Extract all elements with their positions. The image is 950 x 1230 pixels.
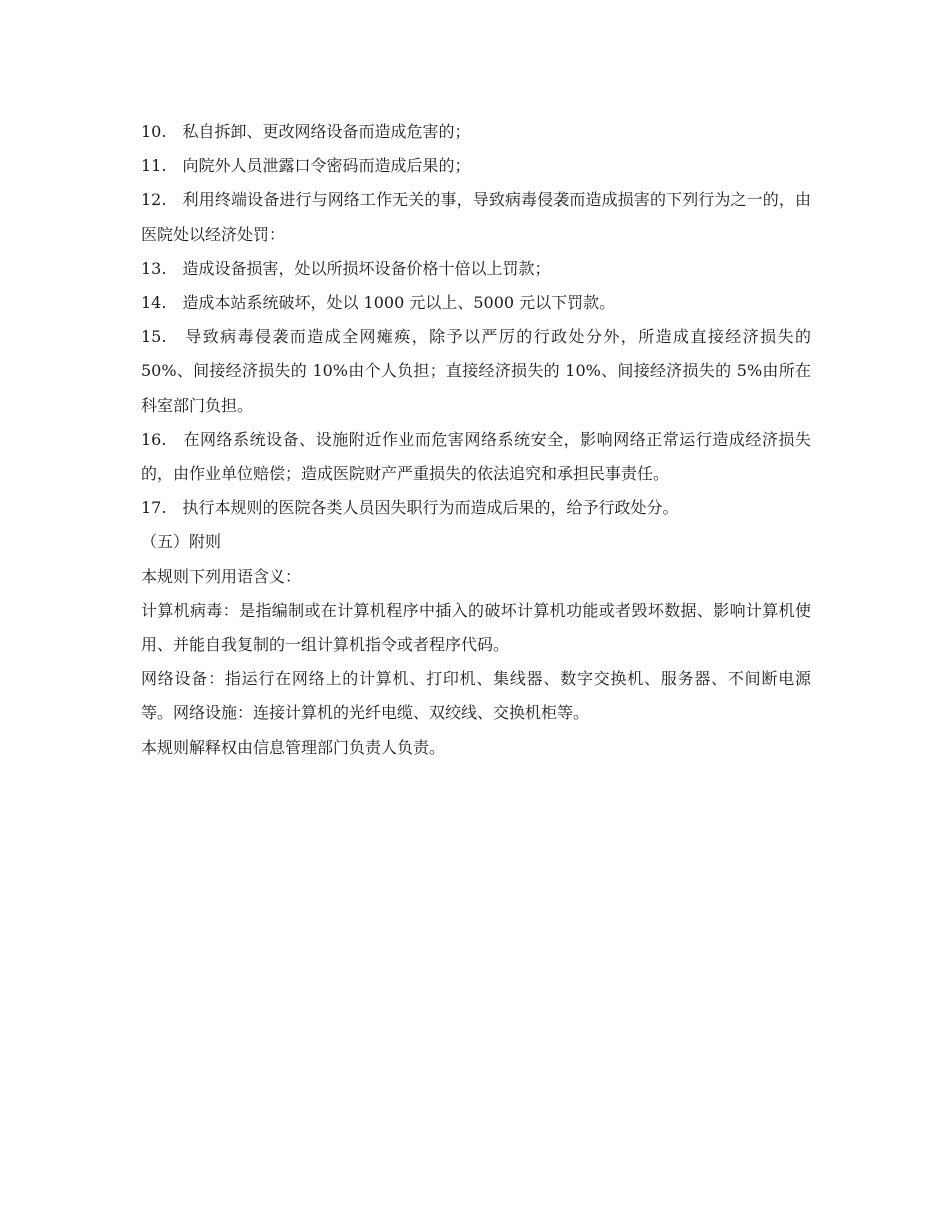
document-body <box>141 115 811 765</box>
clause-16: 16. 在网络系统设备、设施附近作业而危害网络系统安全，影响网络正常运行造成经济损失的，由作业单位赔偿；造成医院财产严重损失的依法追究和承担民事责任。 <box>141 429 811 484</box>
clause-14: 14. 造成本站系统破坏，处以 1000 元以上、5000 元以下罚款。 <box>141 293 616 313</box>
clause-13: 13. 造成设备损害，处以所损坏设备价格十倍以上罚款； <box>141 258 551 278</box>
definitions-intro: 本规则下列用语含义： <box>141 566 302 586</box>
definition-network-equipment: 网络设备：指运行在网络上的计算机、打印机、集线器、数字交换机、服务器、不间断电源等。网络设施：连接计算机的光纤电缆、双绞线、交换机柜等。 <box>141 669 811 723</box>
clause-10: 10. 私自拆卸、更改网络设备而造成危害的； <box>141 122 471 141</box>
clause-15: 15. 导致病毒侵袭而造成全网瘫痪，除予以严厉的行政处分外，所造成直接经济损失的 50%、间接经济损失的 10%由个人负担；直接经济损失的 10%、间接经济损失的 5%由所在科室部门负担。 <box>141 327 811 415</box>
section-heading: （五）附则 <box>141 532 222 552</box>
interpretation-clause: 本规则解释权由信息管理部门负责人负责。 <box>141 737 446 757</box>
clause-17: 17. 执行本规则的医院各类人员因失职行为而造成后果的，给予行政处分。 <box>141 498 679 518</box>
clause-11: 11. 向院外人员泄露口令密码而造成后果的； <box>141 156 471 176</box>
definition-computer-virus: 计算机病毒：是指编制或在计算机程序中插入的破坏计算机功能或者毁坏数据、影响计算机使用、并能自我复制的一组计算机指令或者程序代码。 <box>141 600 811 655</box>
clause-12: 12. 利用终端设备进行与网络工作无关的事，导致病毒侵袭而造成损害的下列行为之一的，由医院处以经济处罚： <box>141 190 811 244</box>
